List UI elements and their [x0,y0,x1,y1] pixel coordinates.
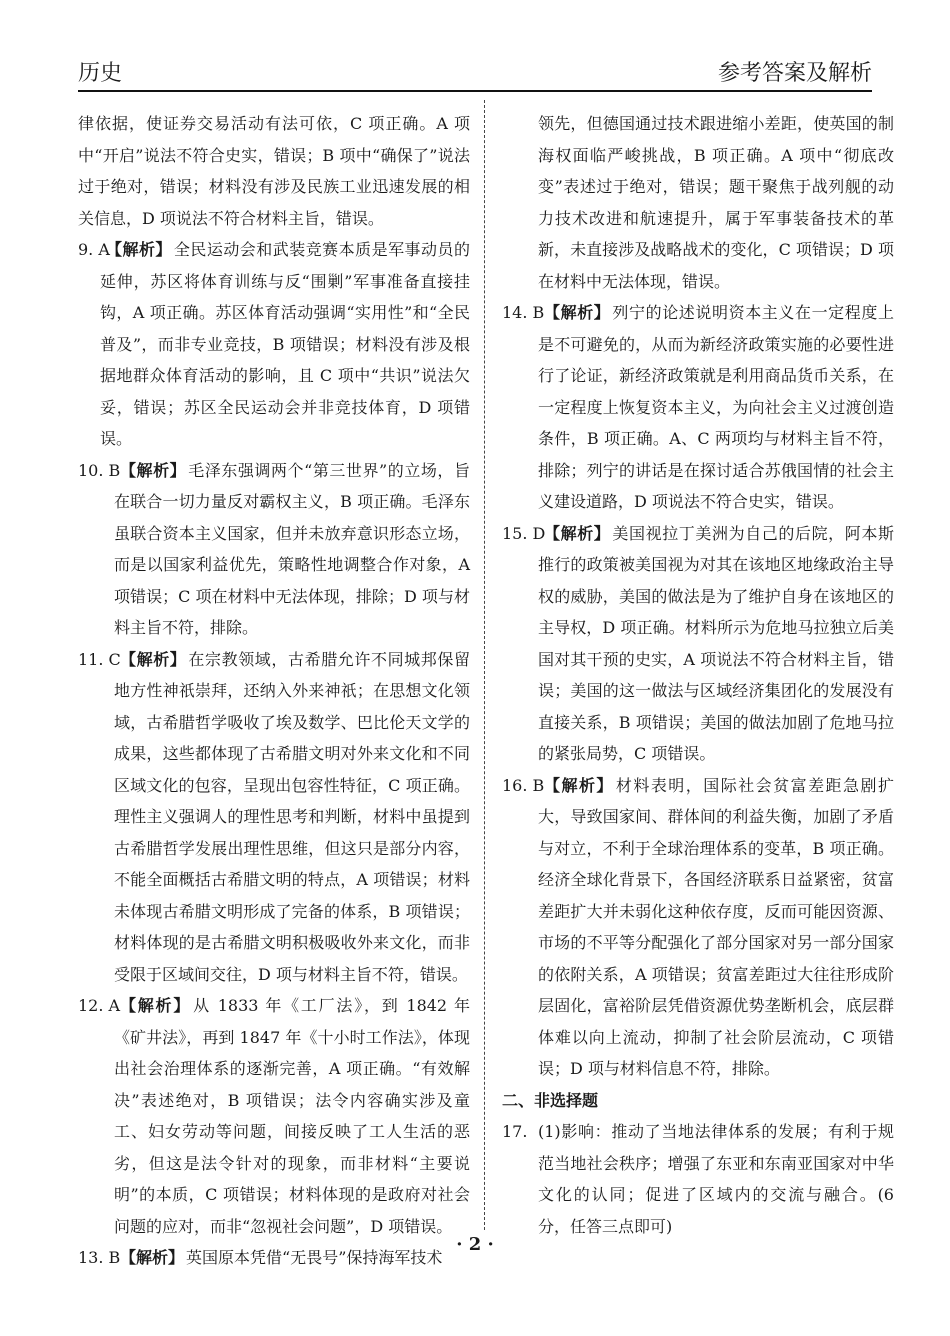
answer-text: (1)影响：推动了当地法律体系的发展；有利于规范当地社会秩序；增强了东亚和东南亚国家对中华文化的认同；促进了区域内的交流与融合。(6 分，任答三点即可) [538,1122,894,1236]
answer-item-17 [502,1116,894,1242]
analysis-tag: 【解析】 [120,1248,185,1267]
item-number: 17. [502,1122,528,1141]
answer-text: 在宗教领域，古希腊允许不同城邦保留地方性神祇崇拜，还纳入外来神祇；在思想文化领域，古希腊哲学吸收了埃及数学、巴比伦天文学的成果，这些都体现了古希腊文明对外来文化和不同区域文化的包容，呈现出包容性特征，C 项正确。理性主义强调人的理性思考和判断，材料中虽提到古希腊哲学发展出理性思维，但这只是部分内容，不能全面概括古希腊文明的特点，A 项错误；材料未体现古希腊文明形成了完备的体系，B 项错误；材料体现的是古希腊文明积极吸收外来文化，而非受限于区域间交往，D 项与材料主旨不符，错误。 [114,649,470,984]
item-number: 12. A [78,996,121,1015]
answer-item-11 [78,644,470,991]
page-number: · 2 · [456,1234,494,1255]
analysis-tag: 【解析】 [120,996,192,1015]
page-header [78,56,872,94]
answer-text: 全民运动会和武装竞赛本质是军事动员的延伸，苏区将体育训练与反“围剿”军事准备直接挂钩，A 项正确。苏区体育活动强调“实用性”和“全民普及”，而非专业竞技，B 项错误；材料没有涉及根据地群众体育活动的影响，且 C 项中“共识”说法欠妥，错误；苏区全民运动会并非竞技体育，D 项错误。 [100,240,470,448]
section-title: 二、非选择题 [502,1090,599,1110]
analysis-tag: 【解析】 [120,460,187,480]
header-title: 参考答案及解析 [717,61,872,86]
answer-text: 英国原本凭借“无畏号”保持海军技术 [186,1248,443,1267]
answer-text: 列宁的论述说明资本主义在一定程度上是不可避免的，从而为新经济政策实施的必要性进行了论证，新经济政策就是利用商品货币关系，在一定程度上恢复资本主义，为向社会主义过渡创造条件，B 项正确。A、C 两项均与材料主旨不符，排除；列宁的讲话是在探讨适合苏俄国情的社会主义建设道路，D 项说法不符合史实，错误。 [538,303,894,511]
item-number: 14. B [502,303,545,322]
answer-text: 材料表明，国际社会贫富差距急剧扩大，导致国家间、群体间的利益失衡，加剧了矛盾与对立，不利于全球治理体系的变革，B 项正确。经济全球化背景下，各国经济联系日益紧密，贫富差距扩大并未弱化这种依存度，反而可能因资源、市场的不平等分配强化了部分国家对另一部分国家的依附关系，A 项错误；贫富差距过大往往形成阶层固化，富裕阶层凭借资源优势垄断机会，底层群体难以向上流动，抑制了社会阶层流动，C 项错误；D 项与材料信息不符，排除。 [538,775,894,1078]
item-number: 9. A [78,240,110,259]
analysis-tag: 【解析】 [544,523,611,543]
header-rule [78,90,872,92]
answer-item-16 [502,770,894,1085]
answer-item-15 [502,518,894,770]
answer-text: 美国视拉丁美洲为自己的后院，阿本斯推行的政策被美国视为对其在该地区地缘政治主导权的威胁，美国的做法是为了维护自身在该地区的主导权，D 项正确。材料所示为危地马拉独立后美国对其干预的史实，A 项说法不符合材料主旨，错误；美国的这一做法与区域经济集团化的发展没有直接关系，B 项错误；美国的做法加剧了危地马拉的紧张局势，C 项错误。 [538,523,894,763]
item-number: 16. B [502,775,545,795]
right-column [502,108,894,1242]
item-number: 15. D [502,523,546,543]
subject-label: 历史 [78,61,123,86]
item-number: 10. B [78,460,121,480]
answer-item-14 [502,297,894,518]
item-number: 13. B [78,1248,121,1267]
answer-text: 从 1833 年《工厂法》，到 1842 年《矿井法》，再到 1847 年《十小时工作法》，体现出社会治理体系的逐渐完善，A 项正确。“有效解决”表述绝对，B 项错误；法令内容确实涉及童工、妇女劳动等问题，间接反映了工人生活的恶劣，但这是法令针对的现象，而非材料“主要说明”的本质，C 项错误；材料体现的是政府对社会问题的应对，而非“忽视社会问题”，D 项错误。 [114,996,470,1236]
answer-text: 毛泽东强调两个“第三世界”的立场，旨在联合一切力量反对霸权主义，B 项正确。毛泽东虽联合资本主义国家，但并未放弃意识形态立场，而是以国家利益优先，策略性地调整合作对象，A 项错误；C 项在材料中无法体现，排除；D 项与材料主旨不符，排除。 [114,460,470,637]
analysis-tag: 【解析】 [106,240,172,259]
analysis-tag: 【解析】 [544,775,614,795]
continuation-text: 领先，但德国通过技术跟进缩小差距，使英国的制海权面临严峻挑战，B 项正确。A 项中“彻底改变”表述过于绝对，错误；题干聚焦于战列舰的动力技术改进和航速提升，属于军事装备技术的革新，未直接涉及战略战术的变化，C 项错误；D 项在材料中无法体现，错误。 [538,114,894,291]
analysis-tag: 【解析】 [544,303,611,322]
item-number: 11. C [78,649,121,669]
answer-item-9 [78,234,470,455]
column-divider [484,100,485,1230]
analysis-tag: 【解析】 [120,649,187,669]
left-column [78,108,470,1274]
answer-item-12 [78,990,470,1242]
answer-item-10 [78,455,470,644]
continuation-text: 律依据，使证券交易活动有法可依，C 项正确。A 项中“开启”说法不符合史实，错误；B 项中“确保了”说法过于绝对，错误；材料没有涉及民族工业迅速发展的相关信息，D 项说法不符合材料主旨，错误。 [78,114,470,228]
